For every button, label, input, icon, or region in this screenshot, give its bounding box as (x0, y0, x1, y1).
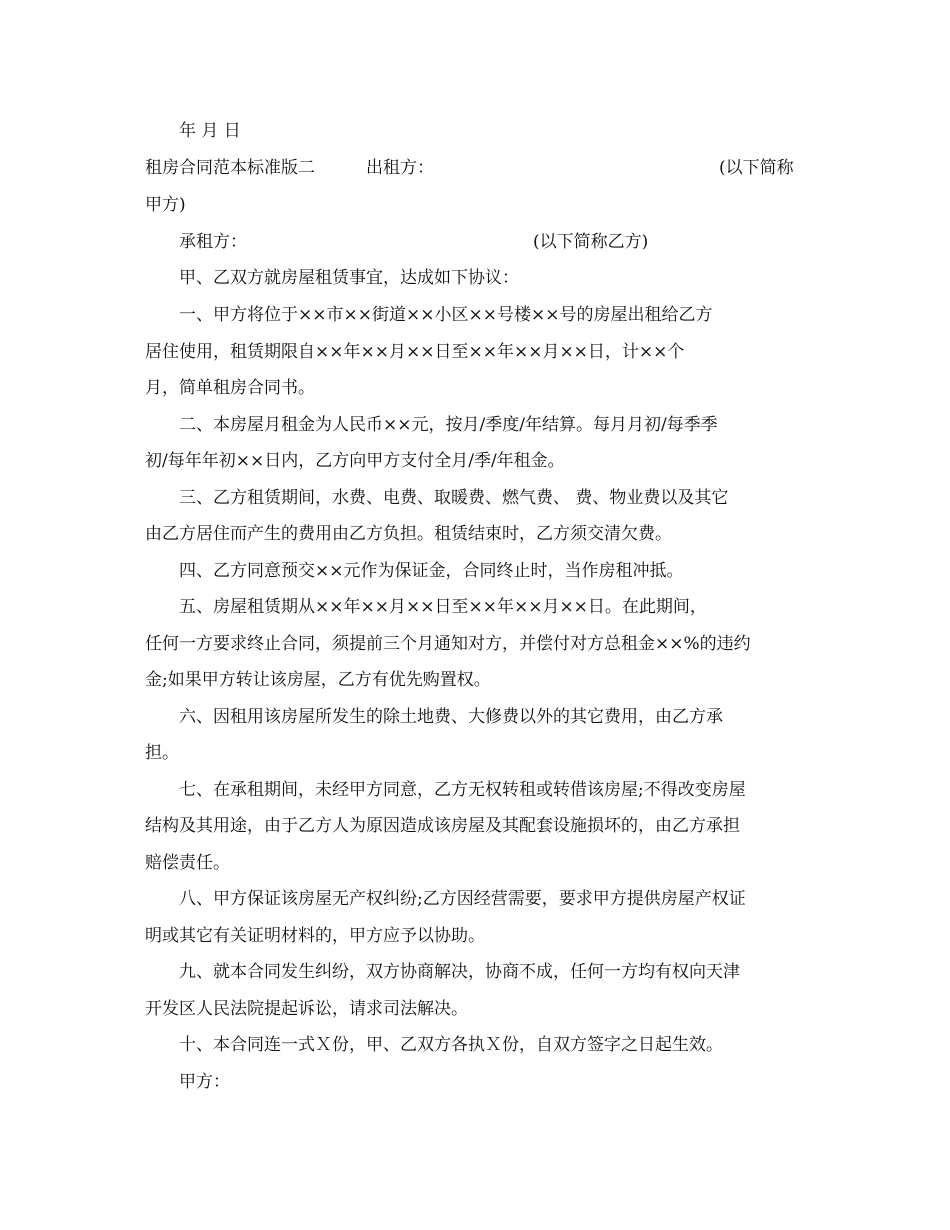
lessor-label: 出租方： (366, 158, 434, 178)
clause-line: 七、在承租期间，未经甲方同意，乙方无权转租或转借该房屋;不得改变房屋 (179, 780, 746, 800)
clause-line: 担。 (145, 743, 179, 763)
clause-line: 九、就本合同发生纠纷，双方协商解决，协商不成，任何一方均有权向天津 (179, 962, 740, 982)
intro-line: 甲、乙双方就房屋租赁事宜，达成如下协议： (179, 268, 519, 288)
clause-line: 八、甲方保证该房屋无产权纠纷;乙方因经营需要，要求甲方提供房屋产权证 (179, 889, 746, 909)
date-line: 年 月 日 (179, 121, 241, 141)
signature-label: 甲方： (179, 1072, 230, 1092)
clause-line: 三、乙方租赁期间，水费、电费、取暖费、燃气费、 费、物业费以及其它 (179, 488, 729, 508)
lessor-suffix: (以下简称 (719, 158, 794, 178)
clause-line: 六、因租用该房屋所发生的除土地费、大修费以外的其它费用，由乙方承 (179, 707, 723, 727)
clause-line: 一、甲方将位于××市××街道××小区××号楼××号的房屋出租给乙方 (179, 305, 713, 325)
clause-line: 四、乙方同意预交××元作为保证金，合同终止时，当作房租冲抵。 (179, 561, 684, 581)
document-title: 租房合同范本标准版二 (145, 158, 315, 178)
clause-line: 月，简单租房合同书。 (145, 378, 315, 398)
clause-line: 居住使用，租赁期限自××年××月××日至××年××月××日，计××个 (145, 342, 685, 362)
clause-line: 结构及其用途，由于乙方人为原因造成该房屋及其配套设施损坏的，由乙方承担 (145, 816, 740, 836)
lessee-suffix: (以下简称乙方) (533, 232, 649, 252)
clause-line: 金;如果甲方转让该房屋，乙方有优先购置权。 (145, 670, 491, 690)
clause-line: 十、本合同连一式Ｘ份，甲、乙双方各执Ｘ份，自双方签字之日起生效。 (179, 1035, 723, 1055)
clause-line: 开发区人民法院提起诉讼，请求司法解决。 (145, 999, 468, 1019)
lessor-suffix-cont: 甲方) (145, 195, 186, 215)
clause-line: 初/每年年初××日内，乙方向甲方支付全月/季/年租金。 (145, 451, 565, 471)
clause-line: 五、房屋租赁期从××年××月××日至××年××月××日。在此期间， (179, 597, 707, 617)
clause-line: 明或其它有关证明材料的，甲方应予以协助。 (145, 926, 485, 946)
clause-line: 二、本房屋月租金为人民币××元，按月/季度/年结算。每月月初/每季季 (179, 415, 718, 435)
lessee-label: 承租方： (179, 232, 247, 252)
clause-line: 赔偿责任。 (145, 853, 230, 873)
clause-line: 任何一方要求终止合同，须提前三个月通知对方，并偿付对方总租金××%的违约 (145, 634, 751, 654)
clause-line: 由乙方居住而产生的费用由乙方负担。租赁结束时，乙方须交清欠费。 (145, 524, 672, 544)
